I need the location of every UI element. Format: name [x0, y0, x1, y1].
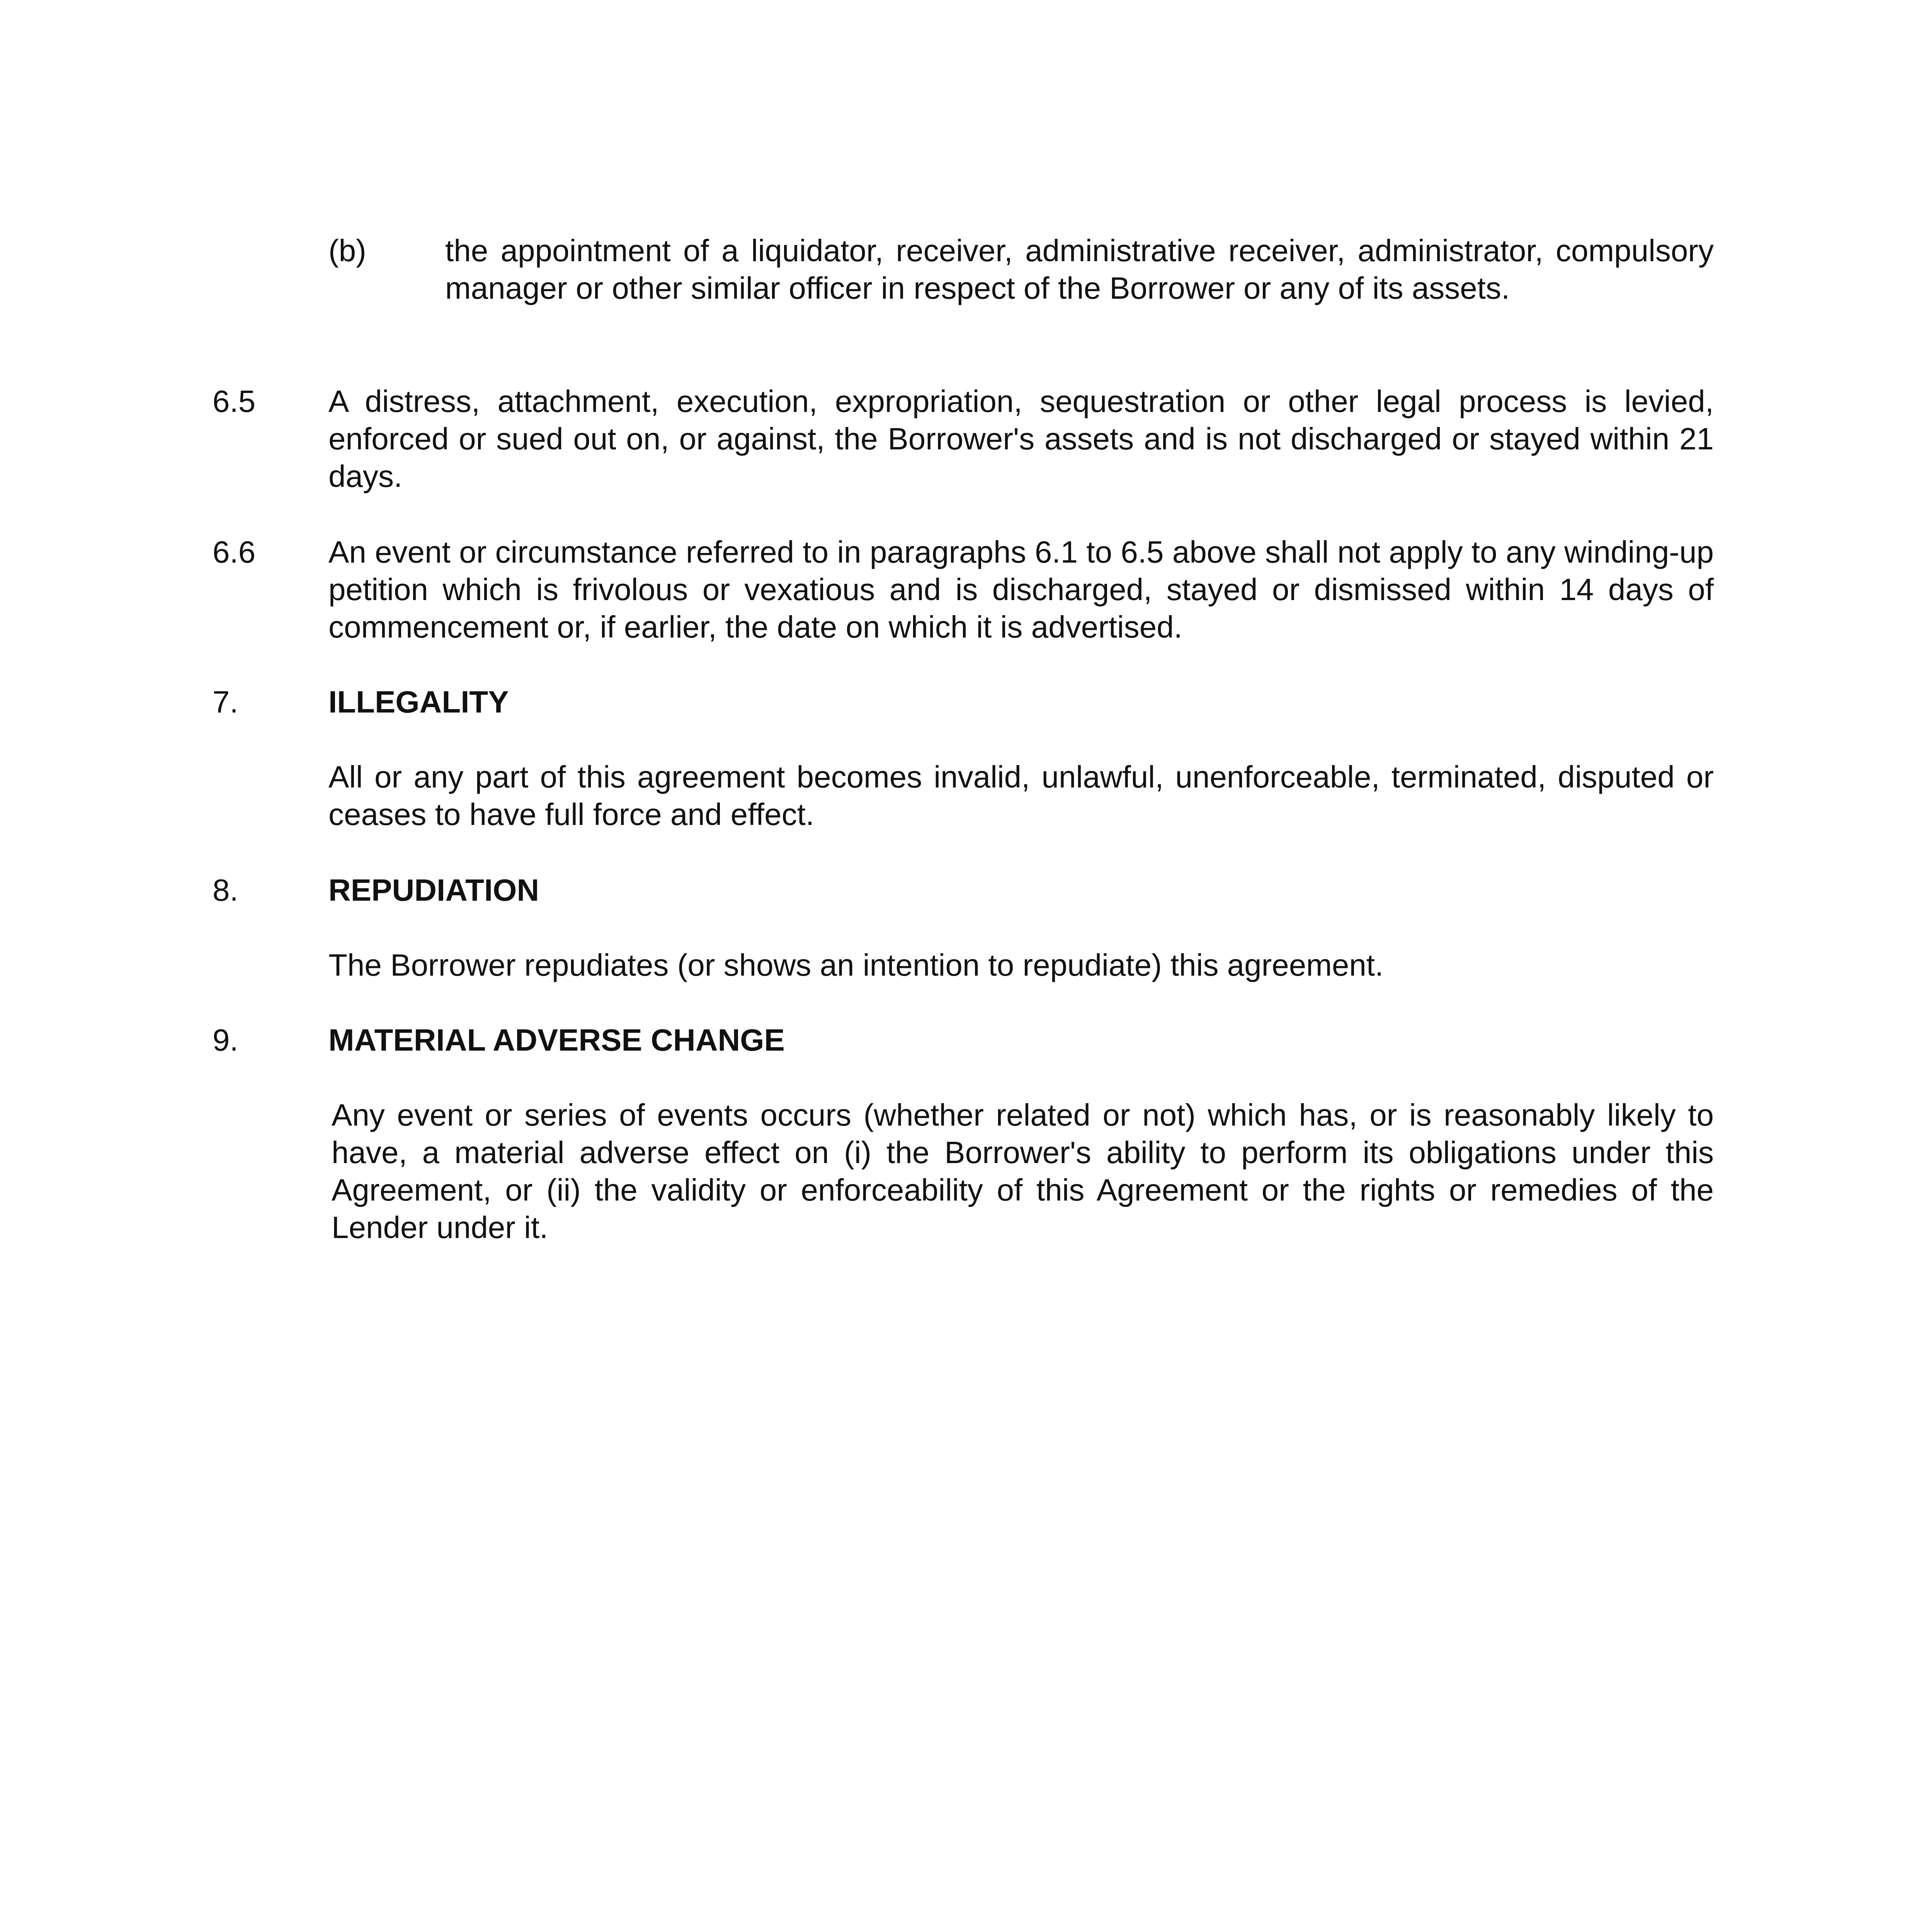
section-8-text: The Borrower repudiates (or shows an intention to repudiate) this agreement. — [328, 948, 1384, 982]
section-8-heading: REPUDIATION — [328, 873, 539, 907]
section-9-heading: MATERIAL ADVERSE CHANGE — [328, 1023, 785, 1057]
section-9-number: 9. — [213, 1023, 238, 1057]
clause-6-6-text: An event or circumstance referred to in paragraphs 6.1 to 6.5 above shall not apply to any winding-up petition which is frivolous or vexatious and is discharged, stayed or dismissed within 14 days of commencement or, if earlier, the date on which it is advertised. — [328, 535, 1714, 644]
clause-6-6-number: 6.6 — [213, 535, 256, 569]
clause-6-5-number: 6.5 — [213, 384, 256, 418]
clause-6-4-b-label: (b) — [328, 233, 366, 268]
section-8-number: 8. — [213, 873, 238, 907]
clause-6-5-text: A distress, attachment, execution, expropriation, sequestration or other legal process is levied, enforced or sued out on, or against, the Borrower's assets and is not discharged or stayed within 21 days. — [328, 384, 1714, 493]
section-9-text: Any event or series of events occurs (whether related or not) which has, or is reasonably likely to have, a material adverse effect on (i) the Borrower's ability to perform its obligations under this Agreement, or (ii) the validity or enforceability of this Agreement or the rights or remedies of the Lender under it. — [332, 1098, 1714, 1245]
section-7-heading: ILLEGALITY — [328, 685, 509, 719]
section-7-text: All or any part of this agreement becomes invalid, unlawful, unenforceable, terminated, disputed or ceases to have full force and effect. — [328, 760, 1714, 832]
clause-6-4-b-text: the appointment of a liquidator, receiver, administrative receiver, administrator, compulsory manager or other similar officer in respect of the Borrower or any of its assets. — [445, 233, 1714, 305]
section-7-number: 7. — [213, 685, 238, 719]
